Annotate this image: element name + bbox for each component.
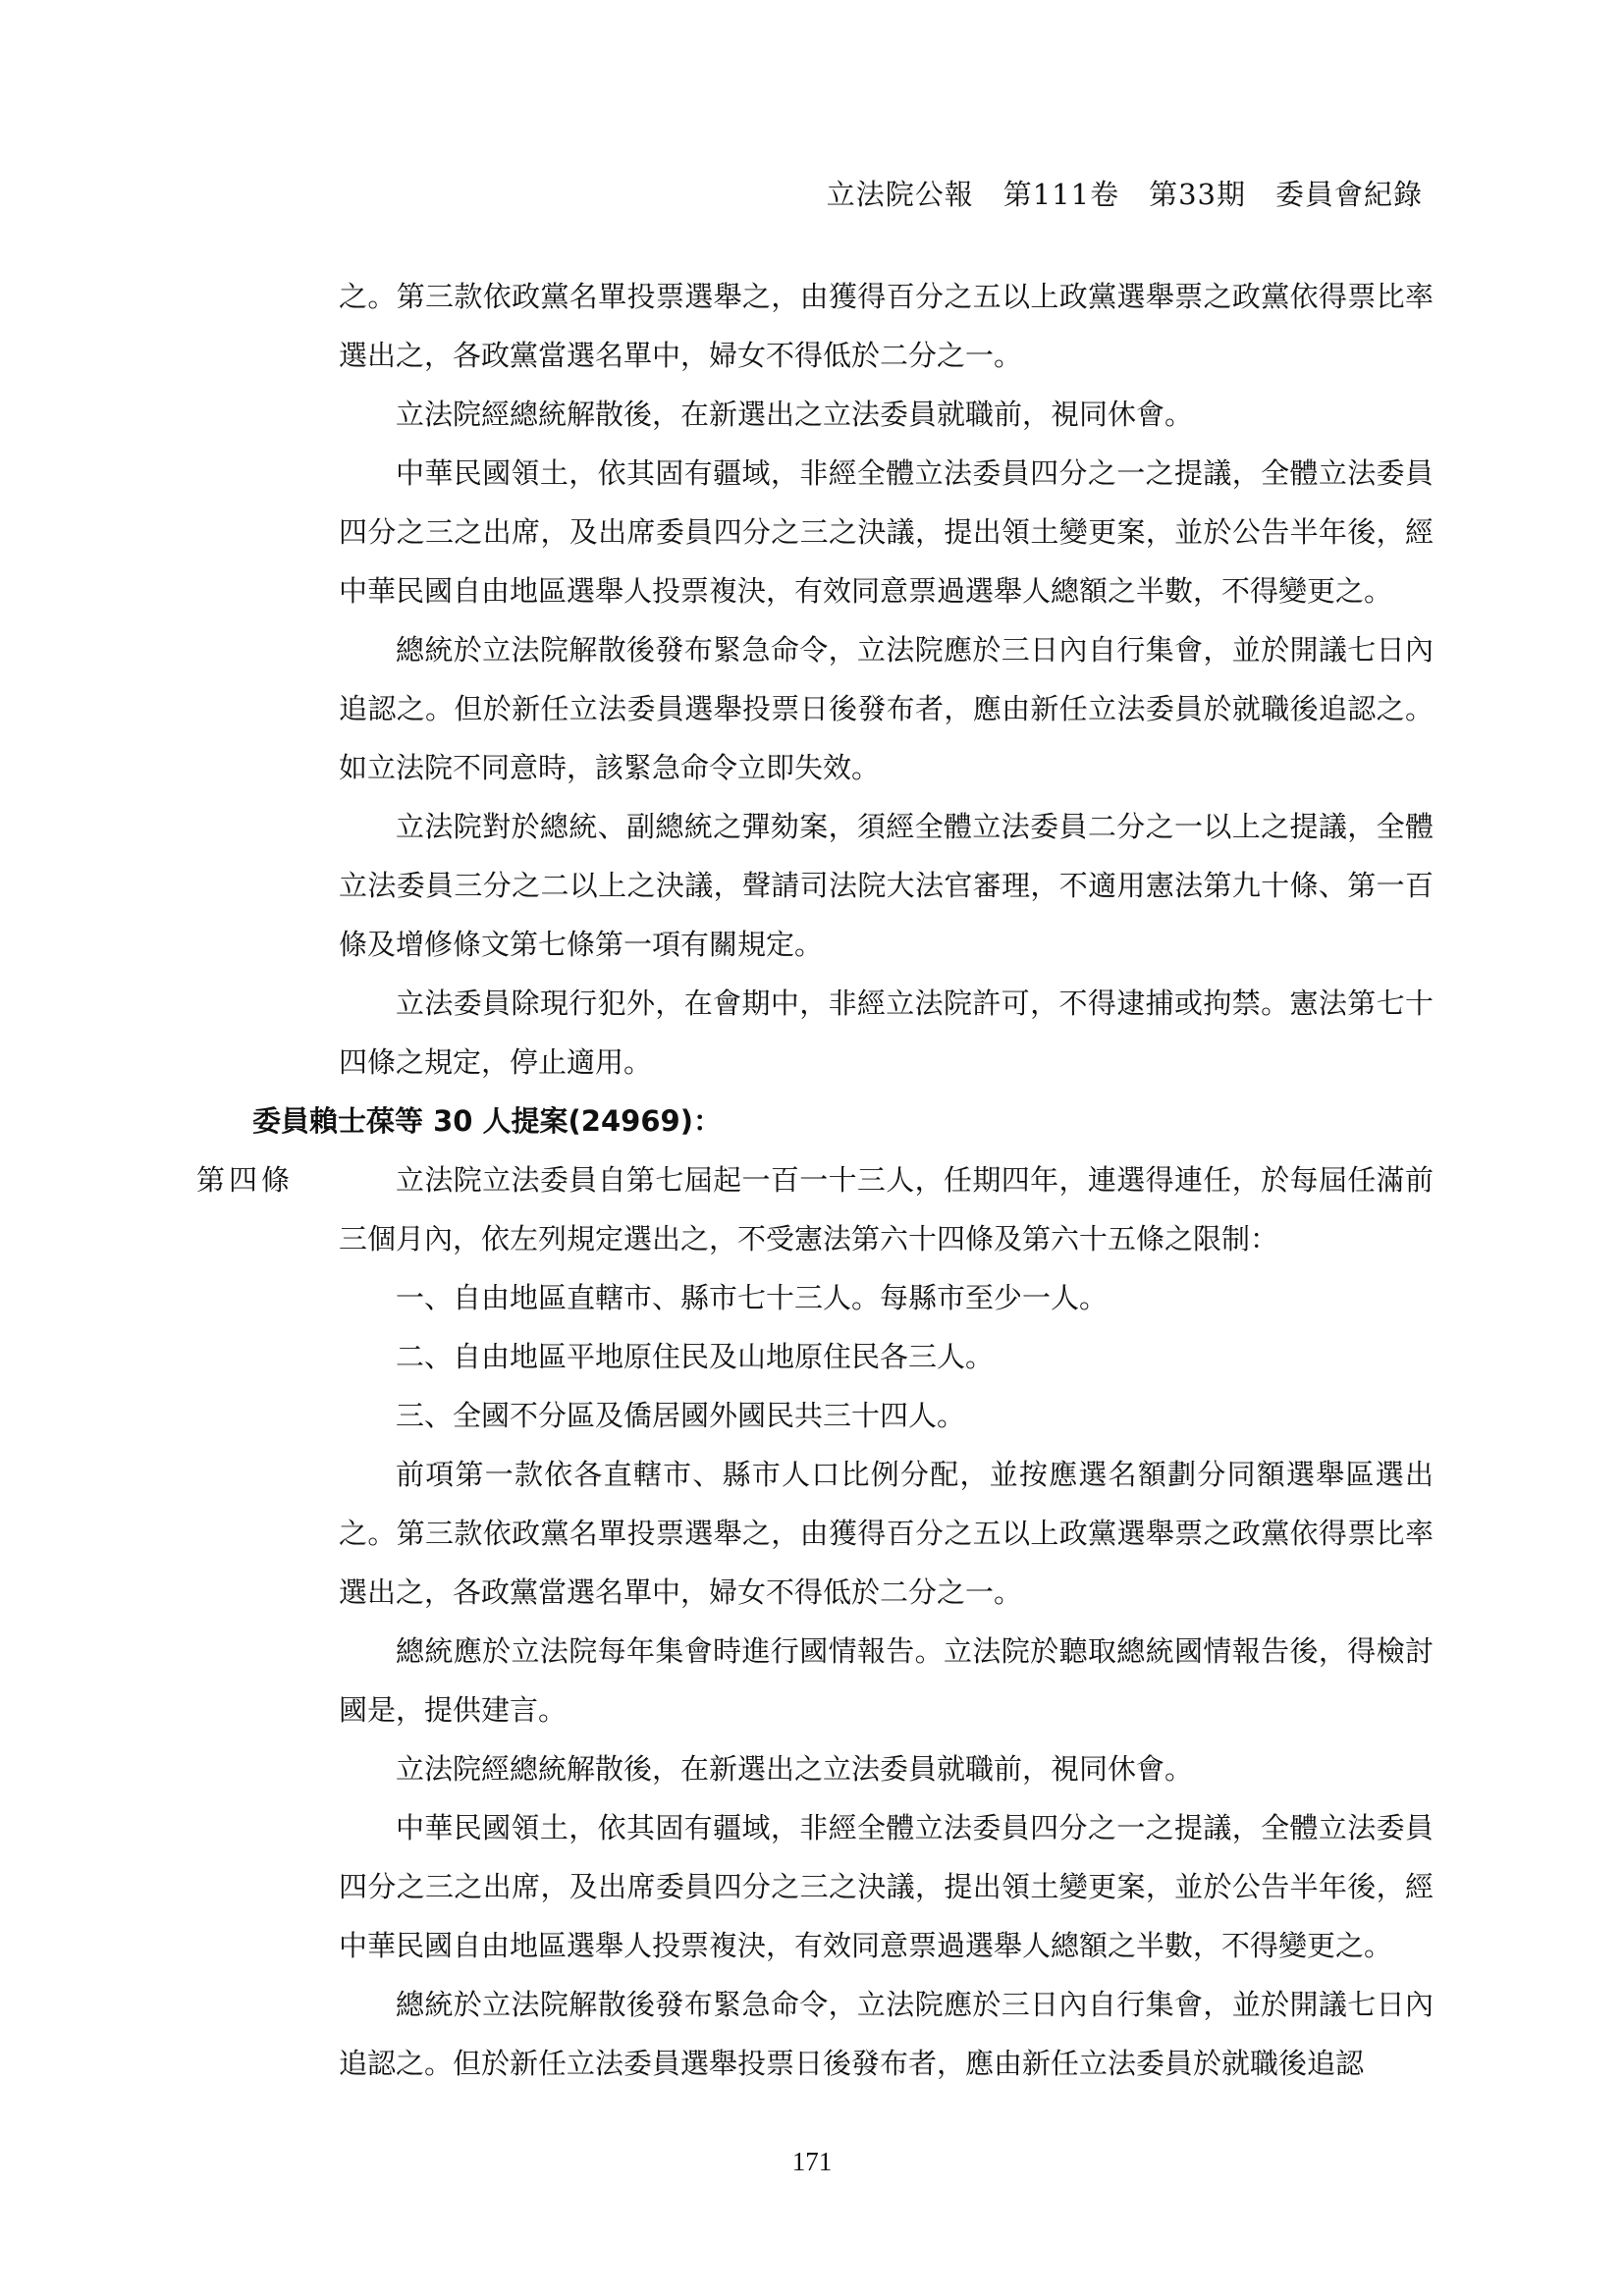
article-paragraph-3: 二、自由地區平地原住民及山地原住民各三人。 <box>396 1340 995 1373</box>
intro-paragraph-5: 立法院對於總統、副總統之彈劾案，須經全體立法委員二分之一以上之提議，全體立法委員三分之二以上之決議，聲請司法院大法官審理，不適用憲法第九十條、第一百條及增修條文第七條第一項有關規定。 <box>339 810 1434 961</box>
article-four <box>196 1150 1434 2093</box>
article-paragraph-1: 立法院立法委員自第七屆起一百一十三人，任期四年，連選得連任，於每屆任滿前三個月內，依左列規定選出之，不受憲法第六十四條及第六十五條之限制： <box>339 1163 1434 1255</box>
article-paragraph-4: 三、全國不分區及僑居國外國民共三十四人。 <box>396 1399 966 1432</box>
intro-paragraph-6: 立法委員除現行犯外，在會期中，非經立法院許可，不得逮捕或拘禁。憲法第七十四條之規定，停止適用。 <box>339 987 1434 1079</box>
article-label-char-1: 第 <box>196 1163 226 1197</box>
intro-paragraph-1: 之。第三款依政黨名單投票選舉之，由獲得百分之五以上政黨選舉票之政黨依得票比率選出之，各政黨當選名單中，婦女不得低於二分之一。 <box>339 280 1434 372</box>
article-label-char-3: 條 <box>260 1163 290 1197</box>
page-content <box>196 267 1434 2093</box>
intro-paragraph-2: 立法院經總統解散後，在新選出之立法委員就職前，視同休會。 <box>396 398 1194 431</box>
article-paragraph-7: 立法院經總統解散後，在新選出之立法委員就職前，視同休會。 <box>396 1752 1194 1786</box>
article-paragraph-5: 前項第一款依各直轄市、縣市人口比例分配，並按應選名額劃分同額選舉區選出之。第三款依政黨名單投票選舉之，由獲得百分之五以上政黨選舉票之政黨依得票比率選出之，各政黨當選名單中，婦女不得低於二分之一。 <box>339 1458 1434 1609</box>
article-paragraph-6: 總統應於立法院每年集會時進行國情報告。立法院於聽取總統國情報告後，得檢討國是，提供建言。 <box>339 1634 1434 1727</box>
intro-paragraph-3: 中華民國領土，依其固有疆域，非經全體立法委員四分之一之提議，全體立法委員四分之三之出席，及出席委員四分之三之決議，提出領土變更案，並於公告半年後，經中華民國自由地區選舉人投票複決，有效同意票過選舉人總額之半數，不得變更之。 <box>339 456 1434 608</box>
article-paragraph-9: 總統於立法院解散後發布緊急命令，立法院應於三日內自行集會，並於開議七日內追認之。但於新任立法委員選舉投票日後發布者，應由新任立法委員於就職後追認 <box>339 1988 1434 2080</box>
article-label-char-2: 四 <box>228 1163 257 1197</box>
proposal-heading: 委員賴士葆等 30 人提案(24969)： <box>252 1104 722 1138</box>
article-label <box>196 1150 339 1209</box>
intro-paragraph-4: 總統於立法院解散後發布緊急命令，立法院應於三日內自行集會，並於開議七日內追認之。但於新任立法委員選舉投票日後發布者，應由新任立法委員於就職後追認之。如立法院不同意時，該緊急命令立即失效。 <box>339 633 1434 784</box>
article-paragraph-8: 中華民國領土，依其固有疆域，非經全體立法委員四分之一之提議，全體立法委員四分之三之出席，及出席委員四分之三之決議，提出領土變更案，並於公告半年後，經中華民國自由地區選舉人投票複決，有效同意票過選舉人總額之半數，不得變更之。 <box>339 1811 1434 1962</box>
article-paragraph-2: 一、自由地區直轄市、縣市七十三人。每縣市至少一人。 <box>396 1281 1109 1314</box>
page-header: 立法院公報 第111卷 第33期 委員會紀錄 <box>826 178 1423 211</box>
page-number: 171 <box>791 2147 833 2176</box>
